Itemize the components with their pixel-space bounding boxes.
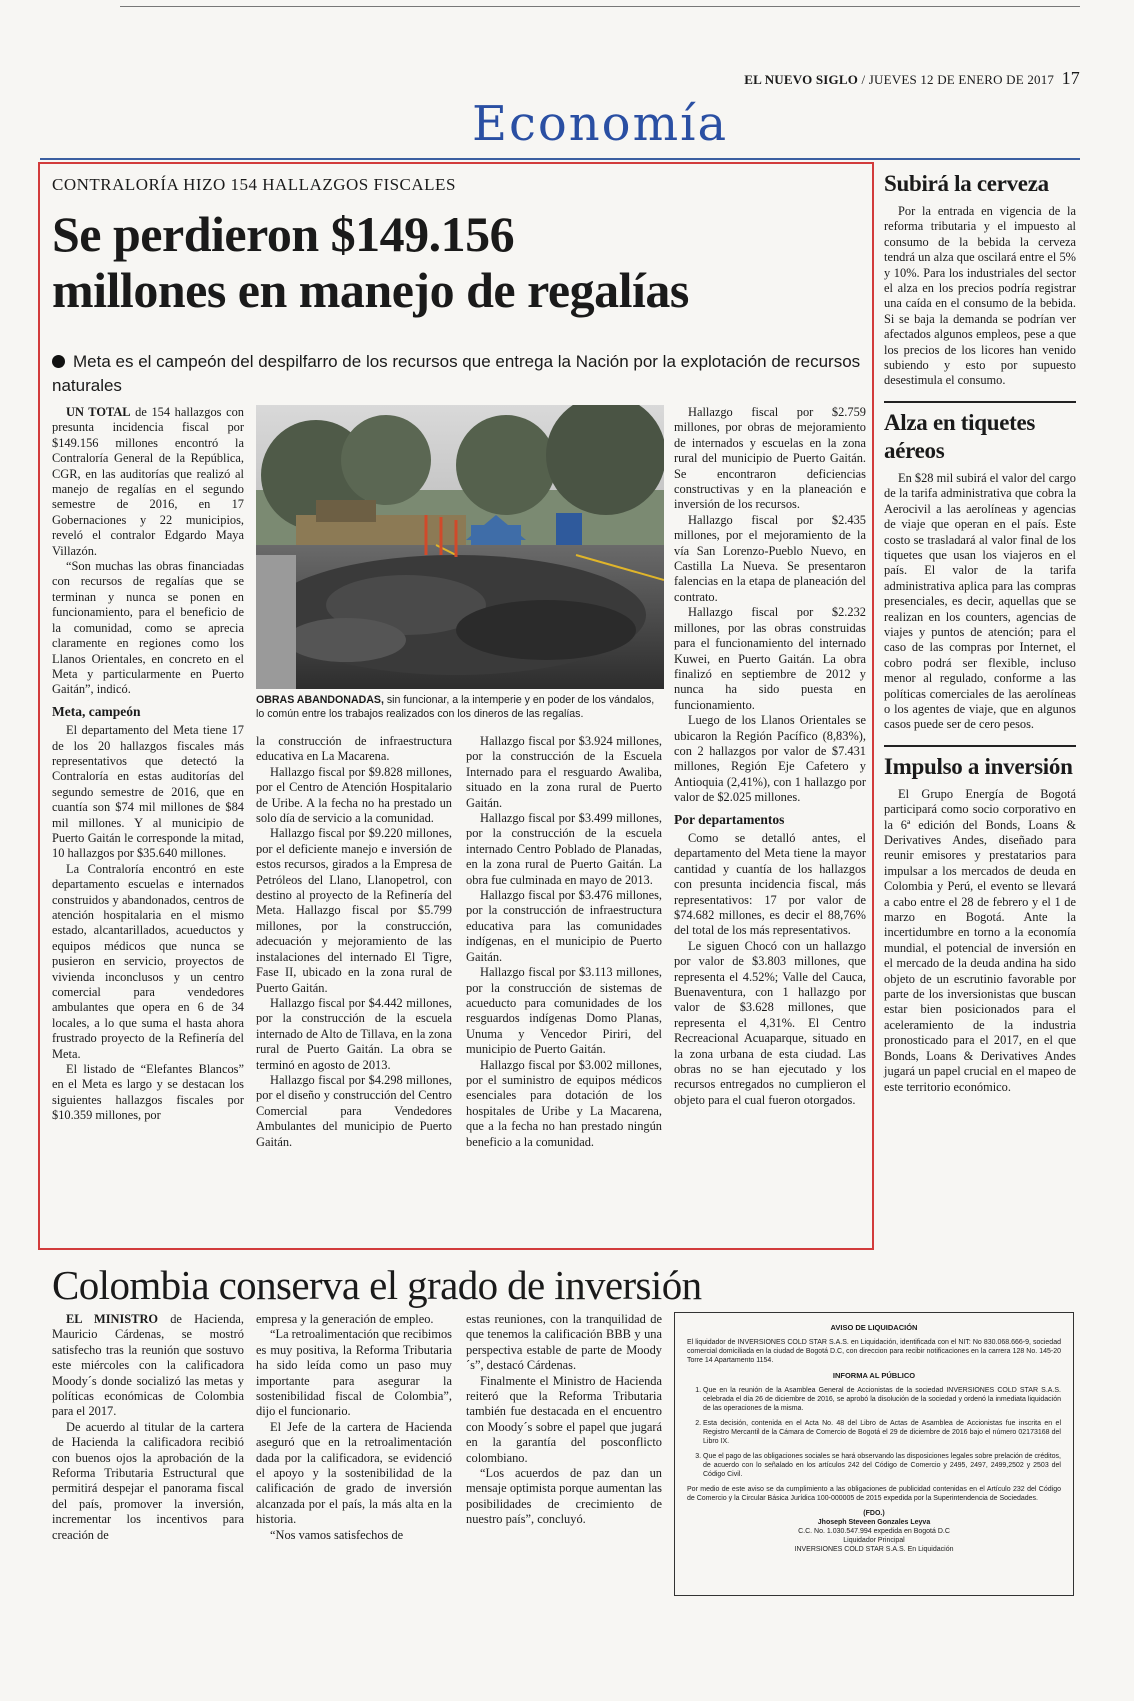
paragraph: Hallazgo fiscal por $4.442 millones, por la construcción de la escuela internado de Alto de Tillava, en la zona rural de Puerto Gaitán. La obra se terminó en agosto de 2013. [256, 995, 452, 1072]
notice-intro: El liquidador de INVERSIONES COLD STAR S.A.S. en Liquidación, identificada con el NIT: No 830.068.666-9, sociedad comercial domiciliada en la ciudad de Bogotá D.C, con direccion para recibir notificaciones en la carrera 128 No. 145-20 Torre 14 Apartamento 1154. [687, 1339, 1061, 1364]
paragraph: “Los acuerdos de paz dan un mensaje optimista porque aumentan las posibilidades de crecimiento de nuestro país”, concluyó. [466, 1466, 662, 1527]
article-photo [256, 405, 664, 689]
paragraph: Hallazgo fiscal por $2.232 millones, por las obras construidas para el funcionamiento del internado Kuwei, en Puerto Gaitán. La obra finalizó en septiembre de 2012 y nunca ha sido puesta en funcionamiento. [674, 605, 866, 712]
paragraph: La Contraloría encontró en este departamento escuelas e internados construidos y abandonados, centros de atención hospitalaria en el mismo estado, alcantarillados, acueductos y equipos médicos que nunca se pusieron en servicio, proyectos de vivienda inconclusos y un centro comercial para vendedores ambulantes que opera en 6 de 34 locales, a lo que suma el hasta ahora frustrado proyecto de la Refinería del Meta. [52, 861, 244, 1061]
lead-in: EL MINISTRO [66, 1312, 159, 1326]
paragraph-text: de 154 hallazgos con presunta incidencia fiscal por $149.156 millones encontró la Contraloría General de la República, CGR, en las auditorías que realizó al manejo de regalías en el segundo semestre de 2016, en 17 Gobernaciones y 22 municipios, reveló el contralor Edgardo Maya Villazón. [52, 405, 244, 558]
paragraph: Por la entrada en vigencia de la reforma tributaria y el impuesto al consumo de la bebida la cerveza tendrá un alza que oscilará entre el 5% y 10%. Para los industriales del sector el alza en los precios podría registrar una caída en el consumo de la bebida. Si se baja la demanda se podrían ver afectados algunos empleos, pese a que los precios de los licores han venido subiendo y esto por supuesto desestimula el consumo. [884, 204, 1076, 388]
notice-signature [687, 1509, 1061, 1554]
paragraph: Hallazgo fiscal por $3.924 millones, por la construcción de la Escuela Internado para el resguardo Awaliba, situado en la zona rural de Puerto Gaitán. [466, 734, 662, 810]
paragraph: Hallazgo fiscal por $9.828 millones, por el Centro de Atención Hospitalario de Uribe. A la fecha no ha prestado un solo día de servicio a la comunidad. [256, 764, 452, 826]
paragraph: Hallazgo fiscal por $2.759 millones, por obras de mejoramiento de internados y escuelas en la zona rural del municipio de Puerto Gaitán. Se encontraron deficiencias constructivas y en la planeación e inversión de los recursos. [674, 405, 866, 512]
paragraph [52, 405, 244, 559]
paragraph: Hallazgo fiscal por $3.002 millones, por el suministro de equipos médicos esenciales para dotación de los hospitales de Uribe y La Macarena, que a la fecha no han prestado ningún beneficio a la comunidad. [466, 1057, 662, 1149]
paragraph: empresa y la generación de empleo. [256, 1312, 434, 1326]
paragraph: De acuerdo al titular de la cartera de Hacienda la calificadora recibió con buenos ojos la aprobación de la Reforma Tributaria Estructural que permitirá despejar el panorama fiscal del país, promover la inversión, incrementar los incentivos para creación de [52, 1419, 244, 1542]
article-column-4 [674, 405, 866, 1108]
signature-role: Liquidador Principal [843, 1537, 905, 1544]
headline-line-2: millones en manejo de regalías [52, 262, 689, 318]
notice-title: AVISO DE LIQUIDACIÓN [830, 1323, 918, 1332]
notice-item: 1. Que en la reunión de la Asamblea General de Accionistas de la sociedad INVERSIONES COLD STAR S.A.S. celebrada el día 26 de diciembre de 2016, se aprobó la disolución de la sociedad y ordenó la inmediata liquidación de las operaciones de la misma. [703, 1386, 1061, 1413]
caption-lead: OBRAS ABANDONADAS, [256, 694, 384, 706]
signature-name: Jhoseph Steveen Gonzales Leyva [817, 1519, 931, 1526]
bullet-icon [52, 355, 65, 368]
headline-line-1: Se perdieron $149.156 [52, 206, 515, 262]
sidebar-heading-investment: Impulso a inversión [884, 753, 1073, 779]
paragraph: “La retroalimentación que recibimos es muy positiva, la Reforma Tributaria ha sido leída como un paso muy importante para asegurar la sostenibilidad fiscal de Colombia”, dijo el funcionario. [256, 1327, 452, 1419]
subtitle: Meta, campeón [52, 703, 141, 719]
paragraph: estas reuniones, con la tranquilidad de que tenemos la calificación BBB y una perspectiva estable de parte de Moody´s”, destacó Cárdenas. [466, 1312, 662, 1373]
caption-text: sin funcionar, a la intemperie y en poder de los vándalos, lo común entre los trabajos realizados con los dineros de las regalías. [256, 694, 655, 720]
sidebar-text-investment [884, 787, 1076, 1095]
paragraph: El Grupo Energía de Bogotá participará como socio corporativo en la 6ª edición del Bonds, Loans & Derivatives Andes, diseñado para reunir emisores y prestatarios para impulsar a los mercados de deuda en Colombia y Perú, el evento se llevará a cabo entre el 28 de febrero y el 1 de marzo en Bogotá. Ante la incertidumbre en torno a la economía mundial, el potencial de inversión en el mercado de la deuda andina ha sido objeto de un escrutinio favorable por parte de los inversionistas que buscan estar bien posicionados para el aceleramiento de la industria pronosticado para el 2017, en el que Bonds, Loans & Derivatives Andes jugará un papel crucial en el mapeo de este territorio económico. [884, 786, 1076, 1094]
second-column-1 [52, 1312, 244, 1543]
paragraph: Como se detalló antes, el departamento del Meta tiene la mayor cantidad y cuantía de los hallazgos con presunta incidencia fiscal, más representativos: 17 por valor de $74.682 millones, es decir el 88,76% del total de los más representativos. [674, 830, 866, 938]
article-column-3 [466, 734, 662, 1150]
liquidation-notice [674, 1312, 1074, 1596]
paragraph: Luego de los Llanos Orientales se ubicaron la Región Pacífico (8,83%), con 2 hallazgos por valor de $7.431 millones, Región Eje Cafetero y Antioquia (2,41%), con 1 hallazgo por valor de $2.025 millones. [674, 713, 866, 805]
article-column-2 [256, 734, 452, 1150]
paragraph: El departamento del Meta tiene 17 de los 20 hallazgos fiscales más representativos que detectó la Contraloría en estas auditorías del segundo semestre de 2016, que en cuantía son $74 mil millones de $84 mil millones. Y al municipio de Puerto Gaitán le corresponde la mitad, 10 hallazgos por $35.640 millones. [52, 723, 244, 861]
paragraph: Finalmente el Ministro de Hacienda reiteró que la Reforma Tributaria también fue destacada en el encuentro con Moody´s sobre el papel que jugará en la garantía del posconflicto colombiano. [466, 1373, 662, 1465]
paragraph-text: de Hacienda, Mauricio Cárdenas, se mostró satisfecho tras la reunión que sostuvo este miércoles con la calificadora Moody´s donde socializó las metas y políticas económicas de Colombia para el 2017. [52, 1312, 244, 1419]
sidebar-divider [884, 745, 1076, 747]
paragraph: Hallazgo fiscal por $4.298 millones, por el diseño y construcción del Centro Comercial para Vendedores Ambulantes del municipio de Puerto Gaitán. [256, 1072, 452, 1149]
issue-date: / JUEVES 12 DE ENERO DE 2017 [861, 72, 1055, 87]
second-headline: Colombia conserva el grado de inversión [52, 1262, 702, 1308]
sidebar [884, 170, 1076, 1095]
paragraph: El listado de “Elefantes Blancos” en el Meta es largo y se destacan los siguientes hallazgos fiscales por $10.359 millones, por [52, 1062, 244, 1123]
paragraph: “Son muchas las obras financiadas con recursos de regalías que se terminan y nunca se ponen en funcionamiento, para el beneficio de la comunidad, como se aprecia claramente en regiones como los Llanos Orientales, en concreto en el Meta y particularmente en Puerto Gaitán”, indicó. [52, 559, 244, 697]
paragraph: la construcción de infraestructura educativa en La Macarena. [256, 734, 452, 764]
notice-list [687, 1386, 1061, 1479]
article-column-1 [52, 405, 244, 1124]
paragraph: El Jefe de la cartera de Hacienda aseguró que en la retroalimentación dada por la calificadora, se evidenció el apoyo y la sostenibilidad de la calificación de grado de inversión alcanzada por el país, la más alta en la historia. [256, 1419, 452, 1527]
lead-in: UN TOTAL [66, 405, 131, 419]
notice-item: 3. Que el pago de las obligaciones sociales se hará observando las disposiciones legales sobre prelación de créditos, de acuerdo con lo señalado en los artículos 242 del Código de Comercio y 2495, 2497, 2499,2502 y 2503 del Código Civil. [703, 1452, 1061, 1479]
sidebar-text-beer [884, 204, 1076, 389]
paragraph [52, 1312, 244, 1420]
subheadline-text: Meta es el campeón del despilfarro de los recursos que entrega la Nación por la explotación de recursos naturales [52, 352, 861, 395]
paragraph: Hallazgo fiscal por $9.220 millones, por el deficiente manejo e inversión de estos recursos, girados a la Empresa de Petróleos del Llano, Llanopetrol, con destino al proyecto de la Refinería del Meta. Hallazgo fiscal por $5.799 millones, por la construcción, adecuación y mejoramiento de las instalaciones del internado El Tigre, Fase II, ubicado en la zona rural de Puerto Gaitán. [256, 826, 452, 995]
top-rule [120, 6, 1080, 7]
paragraph: “Nos vamos satisfechos de [270, 1527, 404, 1542]
sidebar-text-tickets [884, 471, 1076, 733]
subheadline [52, 350, 872, 398]
photo-caption [256, 694, 664, 721]
signature-id: C.C. No. 1.030.547.994 expedida en Bogotá D.C [798, 1528, 950, 1535]
paragraph: Hallazgo fiscal por $3.113 millones, por la construcción de sistemas de acueducto para comunidades de los resguardos indígenas Domo Planas, Unuma y Vencedor Piriri, del municipio de Puerto Gaitán. [466, 965, 662, 1057]
notice-item: 2. Esta decisión, contenida en el Acta No. 48 del Libro de Actas de Asamblea de Accionistas fue inscrita en el Registro Mercantil de la Cámara de Comercio de Bogotá el 29 de diciembre de 2016 bajo el número 02173168 del Libro IX. [703, 1419, 1061, 1446]
signature-fdo: (FDO.) [863, 1510, 885, 1517]
second-column-2 [256, 1312, 452, 1543]
section-rule [40, 158, 1080, 160]
second-column-3 [466, 1312, 662, 1528]
paragraph: Hallazgo fiscal por $3.476 millones, por la construcción de infraestructura educativa para las comunidades indígenas, en el municipio de Puerto Gaitán. [466, 888, 662, 964]
sidebar-divider [884, 401, 1076, 403]
headline [52, 206, 872, 318]
sidebar-heading-beer: Subirá la cerveza [884, 171, 1049, 196]
paragraph: En $28 mil subirá el valor del cargo de la tarifa administrativa que cobra la Aerocivil a las aerolíneas y agencias de viaje que operan en el país. Este costo se trasladará al valor final de los tiquetes que usan los viajeros en el país. El valor de la tarifa administrativa aplica para las compras presenciales, es decir, aquellas que se realizan en los counters, agencias de viajes y puntos de atención; para el caso de las compras por Internet, el cobro podrá ser flexible, incluso menor al regulado, conforme a las políticas comerciales de las aerolíneas o los agentes de viaje, que en algunos casos puede ser de cero pesos. [884, 470, 1076, 732]
signature-company: INVERSIONES COLD STAR S.A.S. En Liquidación [794, 1546, 954, 1553]
paragraph: Hallazgo fiscal por $3.499 millones, por la construcción de la escuela internado Centro Poblado de Planadas, en la zona rural de Puerto Gaitán. La obra fue culminada en mayo de 2013. [466, 811, 662, 887]
notice-closing: Por medio de este aviso se da cumplimiento a las obligaciones de publicidad contenidas en el Artículo 232 del Código de Comercio y la Circular Básica Jurídica 100-000005 de 2015 expedida por la Superintendencia de Sociedades. [687, 1486, 1061, 1502]
abandoned-works-photo [256, 405, 664, 689]
page-number: 17 [1061, 68, 1080, 88]
notice-subtitle: INFORMA AL PÚBLICO [832, 1371, 916, 1380]
masthead [700, 68, 1080, 89]
paper-name: EL NUEVO SIGLO [744, 72, 859, 87]
sidebar-heading-tickets: Alza en tiquetes aéreos [884, 409, 1036, 463]
section-title: Economía [471, 96, 729, 152]
subtitle: Por departamentos [674, 811, 785, 827]
paragraph: Le siguen Chocó con un hallazgo por valor de $3.803 millones, que representa el 4.52%; Valle del Cauca, Buenaventura, con 1 hallazgo por valor de $3.628 millones, que representa el 4,31%. El Centro Recreacional Acuaparque, situado en la zona urbana de esta ciudad. Las obras no se han ejecutado y los recursos entregados no cumplieron el objeto para el cual fueron otorgados. [674, 938, 866, 1107]
paragraph: Hallazgo fiscal por $2.435 millones, por el mejoramiento de la vía San Lorenzo-Pueblo Nuevo, en Castilla La Nueva. Se presentaron falencias en la etapa de planeación del contrato. [674, 512, 866, 604]
kicker: CONTRALORÍA HIZO 154 HALLAZGOS FISCALES [52, 175, 456, 194]
